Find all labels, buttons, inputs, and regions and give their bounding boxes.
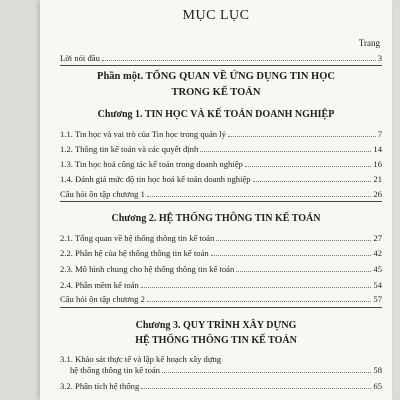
toc-entry-page: 45 bbox=[373, 264, 382, 274]
toc-entry-page: 3 bbox=[377, 53, 382, 63]
toc-entry bbox=[60, 293, 382, 305]
toc-entry-label: 2.4. Phần mềm kế toán bbox=[60, 280, 139, 290]
toc-entry-page: 21 bbox=[373, 174, 382, 184]
page-title: MỤC LỤC bbox=[182, 8, 250, 23]
chapter-3-title-line2: HỆ THỐNG THÔNG TIN KẾ TOÁN bbox=[135, 335, 297, 346]
toc-entry-label: 2.3. Mô hình chung cho hệ thống thông tin kế toán bbox=[60, 264, 235, 274]
toc-entry bbox=[60, 173, 382, 185]
dot-leader bbox=[147, 301, 372, 302]
chapter-1-title: Chương 1. TIN HỌC VÀ KẾ TOÁN DOANH NGHIỆP bbox=[97, 109, 335, 120]
toc-entry-label: Câu hỏi ôn tập chương 1 bbox=[60, 189, 145, 199]
toc-entry-label: 3.1. Khảo sát thực tế và lập kế hoạch xây dựng bbox=[60, 354, 222, 364]
toc-entry-page: 65 bbox=[373, 381, 382, 391]
toc-entry bbox=[60, 158, 382, 170]
toc-entry-page: 54 bbox=[373, 280, 382, 290]
toc-entry bbox=[60, 263, 382, 275]
page-column-label: Trang bbox=[358, 38, 380, 48]
toc-entry-page: 26 bbox=[373, 189, 382, 199]
toc-entry bbox=[60, 279, 382, 291]
toc-entry bbox=[70, 364, 382, 376]
toc-entry-page: 7 bbox=[377, 129, 382, 139]
dot-leader bbox=[216, 240, 371, 241]
dot-leader bbox=[102, 60, 376, 61]
toc-entry bbox=[60, 188, 382, 200]
toc-entry-page: 27 bbox=[373, 233, 382, 243]
dot-leader bbox=[200, 151, 371, 152]
dot-leader bbox=[253, 181, 372, 182]
toc-entry-label: 1.3. Tin học hoá công tác kế toán trong doanh nghiệp bbox=[60, 159, 243, 169]
dot-leader bbox=[141, 287, 372, 288]
toc-entry-label: 1.4. Đánh giá mức độ tin học hoá kế toán doanh nghiệp bbox=[60, 174, 251, 184]
dot-leader bbox=[211, 255, 372, 256]
dot-leader bbox=[228, 136, 376, 137]
toc-entry-preface bbox=[60, 52, 382, 64]
toc-entry-label: 3.2. Phân tích hệ thống bbox=[60, 381, 140, 391]
part-heading-line1: Phần một. TỔNG QUAN VỀ ỨNG DỤNG TIN HỌC bbox=[97, 71, 335, 82]
book-page bbox=[40, 0, 392, 400]
dot-leader bbox=[245, 166, 372, 167]
toc-entry-page: 14 bbox=[373, 144, 382, 154]
toc-entry-label: Lời nói đầu bbox=[60, 53, 100, 63]
dot-leader bbox=[147, 196, 372, 197]
dot-leader bbox=[141, 388, 371, 389]
toc-entry-page: 58 bbox=[373, 365, 382, 375]
toc-entry bbox=[60, 232, 382, 244]
dot-leader bbox=[236, 271, 371, 272]
toc-entry-label: Câu hỏi ôn tập chương 2 bbox=[60, 294, 145, 304]
toc-entry-label: 1.2. Thông tin kế toán và các quyết định bbox=[60, 144, 199, 154]
toc-entry bbox=[60, 247, 382, 259]
toc-entry bbox=[60, 128, 382, 140]
toc-entry-label: 1.1. Tin học và vai trò của Tin học trong quản lý bbox=[60, 129, 226, 139]
toc-entry bbox=[60, 143, 382, 155]
chapter-2-title: Chương 2. HỆ THỐNG THÔNG TIN KẾ TOÁN bbox=[111, 213, 321, 224]
divider bbox=[60, 307, 382, 308]
toc-entry-page: 42 bbox=[373, 248, 382, 258]
toc-entry-page: 57 bbox=[373, 294, 382, 304]
divider bbox=[60, 65, 382, 66]
dot-leader bbox=[162, 372, 371, 373]
toc-entry-label: 2.2. Phân hệ của hệ thống thông tin kế toán bbox=[60, 248, 209, 258]
toc-entry-label-continued: hệ thống thông tin kế toán bbox=[70, 365, 160, 375]
toc-entry bbox=[60, 380, 382, 392]
divider bbox=[60, 201, 382, 202]
part-heading-line2: TRONG KẾ TOÁN bbox=[171, 87, 261, 98]
chapter-3-title-line1: Chương 3. QUY TRÌNH XÂY DỰNG bbox=[135, 320, 297, 331]
toc-entry-label: 2.1. Tổng quan về hệ thống thông tin kế toán bbox=[60, 233, 215, 243]
toc-entry-page: 16 bbox=[373, 159, 382, 169]
